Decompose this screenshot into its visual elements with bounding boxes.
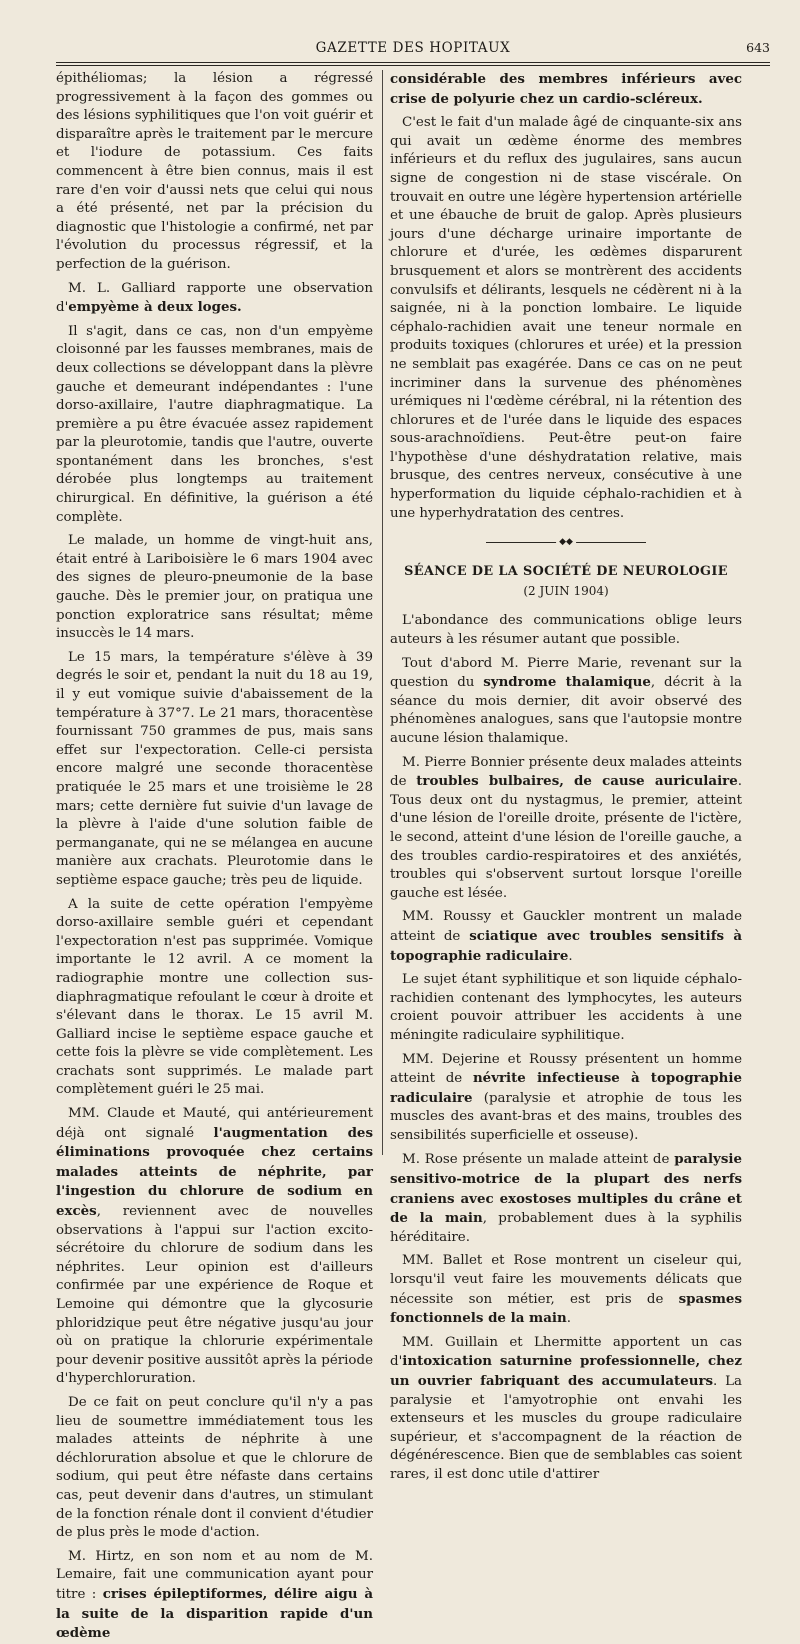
paragraph-text: . Tous deux ont du nystagmus, le premier, atteint d'une lésion de l'oreille droite, présente de l'ictère, le second, atteint d'une lésion de l'oreille gauche, a des troubles cardio-respiratoires et des anxiétés, troubles qui s'observent surtout lorsque l'oreille gauche est lésée. [390,774,742,901]
paragraph: Le malade, un homme de vingt-huit ans, était entré à Lariboisière le 6 mars 1904 avec des signes de pleuro-pneumonie de la base gauche. Dès le premier jour, on pratiqua une ponction exploratrice sans résultat; même insuccès le 14 mars. [56,533,373,642]
paragraph-text: , reviennent avec de nouvelles observations à l'appui sur l'action excito-sécrétoire du chlorure de sodium dans les néphrites. Leur opinion est d'ailleurs confirmée par une expérience de Roque et Lemoine qui démontre que la glycosurie phloridzique peut être négative jusqu'au jour où on pratique la chlorurie expérimentale pour devenir positive aussitôt après la période d'hyperchloruration. [56,1204,373,1387]
paragraph-text: , probablement dues à la syphilis héréditaire. [390,1211,742,1245]
paragraph [56,280,373,318]
running-header [56,36,770,63]
paragraph [390,754,742,904]
paragraph: Le 15 mars, la température s'élève à 39 degrés le soir et, pendant la nuit du 18 au 19, il y eut vomique suivie d'abaissement de la température à 37°7. Le 21 mars, thoracentèse fournissant 750 grammes de pus, mais sans effet sur l'expectoration. Celle-ci persista encore malgré une seconde thoracentèse pratiquée le 25 mars et une troisième le 28 mars; cette dernière fut suivie d'un lavage de la plèvre à l'aide d'une solution faible de permanganate, qui ne se mélangea en aucune manière aux crachats. Pleurotomie dans le septième espace gauche; très peu de liquide. [56,649,373,888]
paragraph [390,1150,742,1247]
paragraph-text: MM. Roussy et Gauckler montrent un malade atteint de [390,909,742,944]
paragraph: L'abondance des communications oblige leurs auteurs à les résumer autant que possible. [390,613,742,648]
section-date: (2 JUIN 1904) [523,583,609,598]
paragraph-text: M. L. Galliard rapporte une observation d' [56,280,373,316]
paragraph [390,1252,742,1328]
paragraph-text: M. Rose présente un malade atteint de [402,1152,675,1168]
emphasis: syndrome thalamique [483,674,651,691]
paragraph [390,70,742,109]
paragraph: C'est le fait d'un malade âgé de cinquante-six ans qui avait un œdème énorme des membres inférieurs et du reflux des jugulaires, sans aucun signe de congestion ni de stase viscérale. On trouvait en outre une légère hypertension artérielle et une ébauche de bruit de galop. Après plusieurs jours d'une décharge urinaire importante de chlorure et d'urée, les œdèmes disparurent brusquement et alors se montrèrent des accidents convulsifs et délirants, lesquels ne cédèrent ni à la saignée, ni à la ponction lombaire. Le liquide céphalo-rachidien avait une teneur normale en produits toxiques (chlorures et urée) et la pression ne semblait pas exagérée. Dans ce cas on ne peut incriminer dans la survenue des phénomènes urémiques ni l'œdème cérébral, ni la rétention des chlorures et de l'urée dans le liquide des espaces sous-arachnoïdiens. Peut-être peut-on faire l'hypothèse d'une déshydratation relative, mais brusque, des centres nerveux, consécutive à une hyperformation du liquide céphalo-rachidien et à une hyperhydratation des centres. [390,115,743,521]
paragraph-text: M. Hirtz, en son nom et au nom de M. Lemaire, fait une communication ayant pour titre : [56,1548,373,1602]
paragraph-text: MM. Claude et Mauté, qui antérieurement déjà ont signalé [56,1106,373,1141]
emphasis: intoxication saturnine professionnelle, chez un ouvrier fabriquant des accumulateurs [390,1353,742,1389]
emphasis: empyème à deux loges. [68,299,242,316]
paragraph: Le sujet étant syphilitique et son liquide céphalo-rachidien contenant des lymphocytes, les auteurs croient pouvoir attribuer les accidents à une méningite radiculaire syphilitique. [390,972,742,1043]
paragraph [390,908,742,966]
emphasis: crises épileptiformes, délire aigu à la suite de la disparition rapide d'un œdème [56,1585,373,1642]
emphasis: sciatique avec troubles sensitifs à topographie radiculaire [390,927,742,964]
paragraph-text: MM. Dejerine et Roussy présentent un homme atteint de [390,1051,742,1087]
paragraph: A la suite de cette opération l'empyème dorso-axillaire semble guéri et cependant l'expectoration n'est pas supprimée. Vomique importante le 12 avril. A ce moment la radiographie montre une collection sus-diaphragmatique refoulant le cœur à droite et s'élevant dans le thorax. Le 15 avril M. Galliard incise le septième espace gauche et cette fois la plèvre se vide complètement. Les crachats sont supprimés. Le malade part complètement guéri le 25 mai. [56,896,373,1098]
paragraph-text: . La paralysie et l'amyotrophie ont envahi les extenseurs et les muscles du groupe radiculaire supérieur, et s'accompagnent de la réaction de dégénérescence. Bien que de semblables cas soient rares, il est donc utile d'attirer [390,1374,743,1482]
journal-title: GAZETTE DES HOPITAUX [315,40,511,56]
paragraph-text: Tout d'abord M. Pierre Marie, revenant sur la question du [390,655,742,691]
emphasis: considérable des membres inférieurs avec crise de polyurie chez un cardio-scléreux. [390,71,742,107]
emphasis: névrite infectieuse à topographie radiculaire [390,1070,742,1106]
paragraph-text: MM. Ballet et Rose montrent un ciseleur qui, lorsqu'il veut faire les mouvements délicats que nécessite son métier, est pris de [390,1253,742,1307]
paragraph: Il s'agit, dans ce cas, non d'un empyème cloisonné par les fausses membranes, mais de deux collections se développant dans la plèvre gauche et demeurant indépendantes : l'une dorso-axillaire, l'autre diaphragmatique. La première a pu être évacuée assez rapidement par la pleurotomie, tandis que l'autre, ouverte spontanément dans les bronches, s'est dérobée plus longtemps au traitement chirurgical. En définitive, la guérison a été complète. [56,323,373,525]
paragraph: De ce fait on peut conclure qu'il n'y a pas lieu de soumettre immédiatement tous les malades atteints de néphrite à une déchloruration absolue et que le chlorure de sodium, qui peut être néfaste dans certains cas, peut devenir dans d'autres, un stimulant de la fonction rénale dont il convient d'étudier de plus près le mode d'action. [56,1394,373,1541]
emphasis: l'augmentation des éliminations provoquée chez certains malades atteints de néphrite, par l'ingestion du chlorure de sodium en excès [56,1124,373,1220]
emphasis: spasmes fonctionnels de la main [390,1290,742,1327]
section-title: SÉANCE DE LA SOCIÉTÉ DE NEUROLOGIE [404,564,728,580]
paragraph-text: M. Pierre Bonnier présente deux malades atteints de [390,754,742,790]
separator-ornament: ◆◆ [556,538,576,547]
paragraph-text: . [566,1311,571,1327]
left-column [56,70,373,1642]
right-column [390,70,743,1482]
paragraph [390,1051,742,1146]
emphasis: troubles bulbaires, de cause auriculaire [416,773,738,790]
paragraph [390,1334,742,1485]
emphasis: paralysie sensitivo-motrice de la plupart des nerfs craniens avec exostoses multiples du crâne et de la main [390,1151,742,1227]
paragraph-text: , décrit à la séance du mois dernier, dit avoir observé des phénomènes analogues, sans que l'autopsie montre aucune lésion thalamique. [390,675,742,746]
page-number: 643 [746,40,770,55]
paragraph-text: MM. Guillain et Lhermitte apportent un cas d' [390,1334,742,1370]
column-divider [382,70,383,1155]
paragraph-text: . [568,948,573,964]
paragraph-text: (paralysie et atrophie de tous les muscles des avant-bras et des mains, troubles des sensibilités superficielle et osseuse). [390,1090,742,1143]
paragraph [56,1548,373,1644]
section-separator [390,531,742,555]
paragraph: épithéliomas; la lésion a régressé progressivement à la façon des gommes ou des lésions syphilitiques que l'on voit guérir et disparaître après le traitement par le mercure et l'iodure de potassium. Ces faits commencent à être bien connus, mais il est rare d'en voir d'aussi nets que celui qui nous a été présenté, net par la précision du diagnostic que l'histologie a confirmé, net par l'évolution du processus régressif, et la perfection de la guérison. [56,71,373,272]
paragraph [56,1105,373,1389]
paragraph [390,655,742,749]
header-rule [56,65,770,66]
